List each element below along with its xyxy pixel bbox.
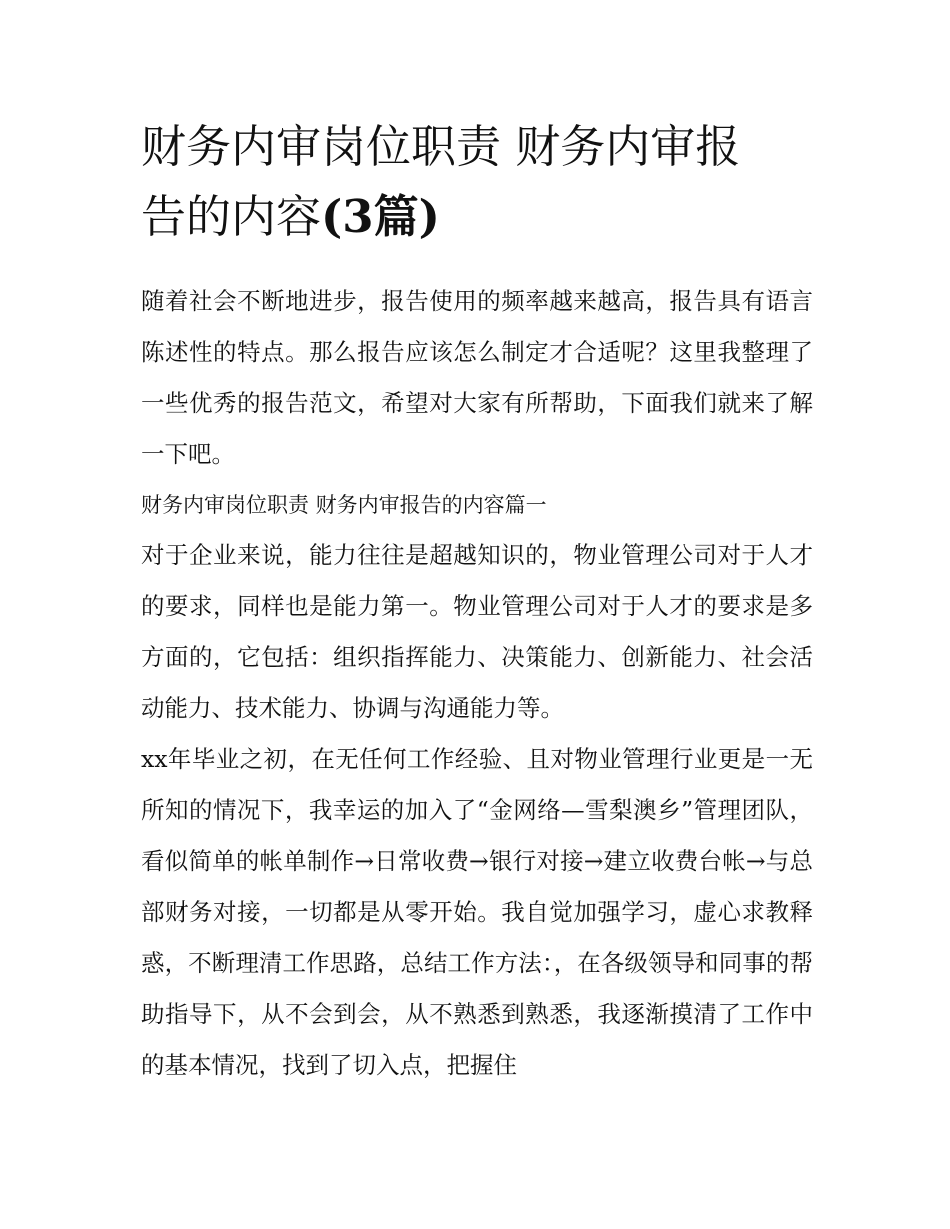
document-body bbox=[141, 112, 813, 1091]
section-heading: 财务内审岗位职责 财务内审报告的内容篇一 bbox=[141, 493, 547, 517]
body-paragraph-1: 对于企业来说，能力往往是超越知识的，物业管理公司对于人才的要求，同样也是能力第一。物业管理公司对于人才的要求是多方面的，它包括：组织指挥能力、决策能力、创新能力、社会活动能力、技术能力、协调与沟通能力等。 bbox=[141, 541, 813, 722]
title-line-1: 财务内审岗位职责 财务内审报 bbox=[141, 120, 741, 173]
intro-paragraph: 随着社会不断地进步，报告使用的频率越来越高，报告具有语言陈述性的特点。那么报告应该怎么制定才合适呢？这里我整理了一些优秀的报告范文，希望对大家有所帮助，下面我们就来了解一下吧。 bbox=[141, 287, 813, 468]
document-title bbox=[141, 112, 813, 252]
title-line-2: 告的内容 bbox=[141, 190, 322, 243]
body-paragraph-2: xx年毕业之初，在无任何工作经验、且对物业管理行业更是一无所知的情况下，我幸运的加入了“金网络—雪梨澳乡”管理团队，看似简单的帐单制作→日常收费→银行对接→建立收费台帐→与总部财务对接，一切都是从零开始。我自觉加强学习，虚心求教释惑，不断理清工作思路，总结工作方法：，在各级领导和同事的帮助指导下，从不会到会，从不熟悉到熟悉，我逐渐摸清了工作中的基本情况，找到了切入点，把握住 bbox=[141, 745, 813, 1079]
title-count: (3篇) bbox=[321, 190, 440, 243]
